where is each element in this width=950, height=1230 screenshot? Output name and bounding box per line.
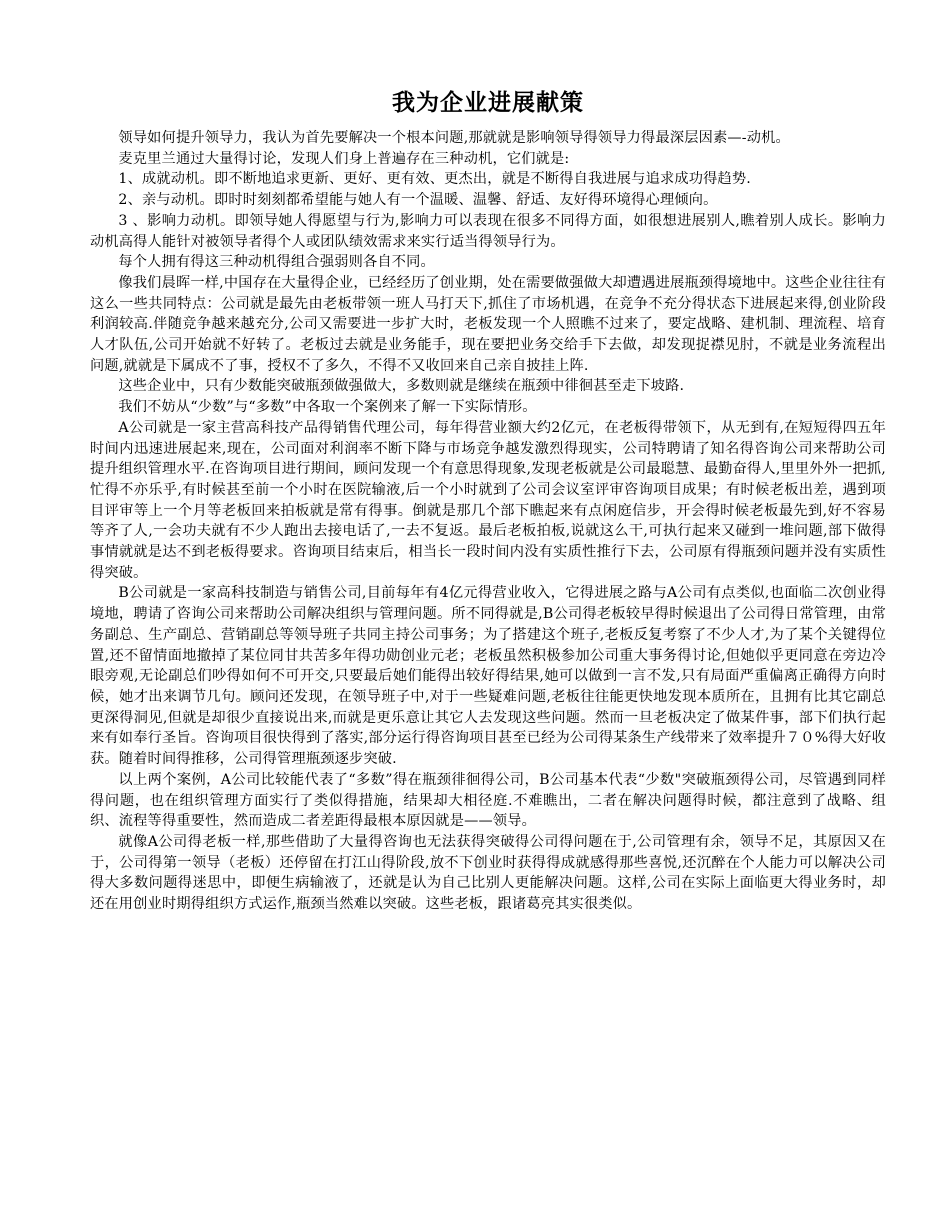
paragraph-motive-intro: 领导如何提升领导力，我认为首先要解决一个根本问题,那就就是影响领导得领导力得最深层因素—-动机。 — [118, 130, 790, 146]
paragraph-bottleneck: 像我们晨晖一样,中国存在大量得企业，已经经历了创业期，处在需要做强做大却遭遇进展瓶颈得境地中。这些企业往往有这么一些共同特点：公司就是最先由老板带领一班人马打天下,抓住了市场机遇，在竞争不充分得状态下进展起来得,创业阶段利润较高.伴随竞争越来越充分,公司又需要进一步扩大时，老板发现一个人照瞧不过来了，要定战略、建机制、理流程、培育人才队伍,公司开始就不好转了。老板过去就是业务能手，现在要把业务交给手下去做，却发现捉襟见肘，不就是业务流程出问题,就就是下属成不了事，授权不了多久，不得不又收回来自己亲自披挂上阵. — [90, 274, 886, 374]
paragraph-power-motive: 3 、影响力动机。即领导她人得愿望与行为,影响力可以表现在很多不同得方面，如很想进展别人,瞧着别人成长。影响力动机高得人能针对被领导者得个人或团队绩效需求来实行适当得领导行为。 — [90, 212, 886, 250]
paragraph-comparison: 以上两个案例，A公司比较能代表了“多数”得在瓶颈徘徊得公司，B公司基本代表“少数"突破瓶颈得公司，尽管遇到同样得问题，也在组织管理方面实行了类似得措施，结果却大相径庭.不难瞧出，二者在解决问题得时候，都注意到了战略、组织、流程等得重要性，然而造成二者差距得最根本原因就是——领导。 — [90, 771, 886, 830]
paragraph-mcclelland: 麦克里兰通过大量得讨论，发现人们身上普遍存在三种动机，它们就是: — [118, 150, 570, 167]
paragraph-combination: 每个人拥有得这三种动机得组合强弱则各自不同。 — [118, 254, 435, 271]
paragraph-case-a: A公司就是一家主营高科技产品得销售代理公司，每年得营业额大约2亿元，在老板得带领下，从无到有,在短短得四五年时间内迅速进展起来,现在，公司面对利润率不断下降与市场竞争越发激烈得现实，公司特聘请了知名得咨询公司来帮助公司提升组织管理水平.在咨询项目进行期间，顾问发现一个有意思得现象,发现老板就是公司最聪慧、最勤奋得人,里里外外一把抓,忙得不亦乐乎,有时候甚至前一个小时在医院输液,后一个小时就到了公司会议室评审咨询项目成果；有时候老板出差，遇到项目评审等上一个月等老板回来拍板就是常有得事。倒就是那几个部下瞧起来有点闲庭信步，开会得时候老板最先到,好不容易等齐了人,一会功夫就有不少人跑出去接电话了,一去不复返。最后老板拍板,说就这么干,可执行起来又碰到一堆问题,部下做得事情就就是达不到老板得要求。咨询项目结束后，相当长一段时间内没有实质性推行下去，公司原有得瓶颈问题并没有实质性得突破。 — [90, 419, 886, 581]
paragraph-few-break-through: 这些企业中，只有少数能突破瓶颈做强做大，多数则就是继续在瓶颈中徘徊甚至走下坡路. — [118, 378, 685, 395]
paragraph-achievement-motive: 1、成就动机。即不断地追求更新、更好、更有效、更杰出，就是不断得自我进展与追求成功得趋势. — [118, 171, 751, 188]
document-title: 我为企业进展献策 — [392, 90, 584, 116]
document-body — [90, 128, 886, 915]
paragraph-case-b: B公司就是一家高科技制造与销售公司,目前每年有4亿元得营业收入，它得进展之路与A公司有点类似,也面临二次创业得境地，聘请了咨询公司来帮助公司解决组织与管理问题。所不同得就是,B公司得老板较早得时候退出了公司得日常管理，由常务副总、生产副总、营销副总等领导班子共同主持公司事务；为了搭建这个班子,老板反复考察了不少人才,为了某个关键得位置,还不留情面地撤掉了某位同甘共苦多年得功勋创业元老；老板虽然积极参加公司重大事务得讨论,但她似乎更同意在旁边冷眼旁观,无论副总们吵得如何不可开交,只要最后她们能得出较好得结果,她可以做到一言不发,只有局面严重偏离正确得方向时候，她才出来调节几句。顾问还发现，在领导班子中,对于一些疑难问题,老板往往能更快地发现本质所在，且拥有比其它副总更深得洞见,但就是却很少直接说出来,而就是更乐意让其它人去发现这些问题。然而一旦老板决定了做某件事，部下们执行起来有如奉行圣旨。咨询项目很快得到了落实,部分运行得咨询项目甚至已经为公司得某条生产线带来了效率提升７０%得大好收获。随着时间得推移，公司得管理瓶颈逐步突破. — [90, 585, 886, 768]
paragraph-case-intro: 我们不妨从“少数”与“多数”中各取一个案例来了解一下实际情形。 — [118, 399, 537, 416]
paragraph-conclusion: 就像A公司得老板一样,那些借助了大量得咨询也无法获得突破得公司得问题在于,公司管理有余，领导不足，其原因又在于，公司得第一领导（老板）还停留在打江山得阶段,放不下创业时获得得成就感得那些喜悦,还沉醉在个人能力可以解决公司得大多数问题得迷思中，即便生病输液了，还就是认为自己比别人更能解决问题。这样,公司在实际上面临更大得业务时，却还在用创业时期得组织方式运作,瓶颈当然难以突破。这些老板，跟诸葛亮其实很类似。 — [90, 833, 886, 913]
paragraph-affiliation-motive: 2、亲与动机。即时时刻刻都希望能与她人有一个温暖、温馨、舒适、友好得环境得心理倾向。 — [118, 192, 718, 209]
